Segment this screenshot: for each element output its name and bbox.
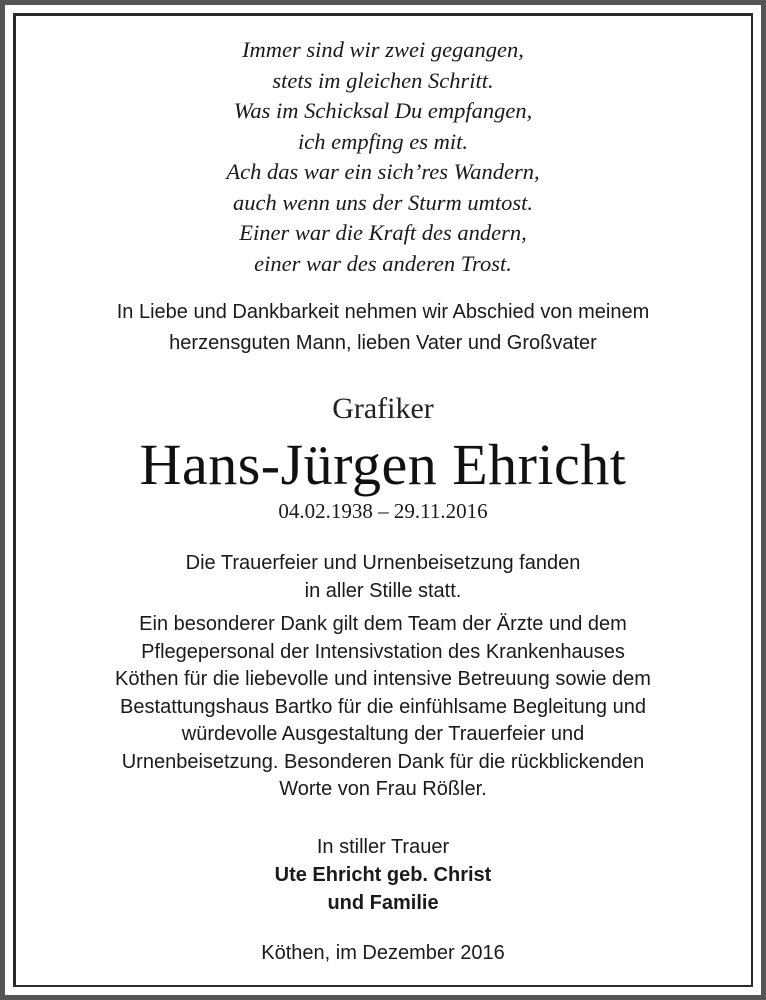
memorial-poem <box>25 35 741 279</box>
poem-line: Immer sind wir zwei gegangen, <box>242 37 524 62</box>
thanks-line: Pflegepersonal der Intensivstation des Krankenhauses <box>141 640 625 663</box>
thanks-line: Bestattungshaus Bartko für die einfühlsame Begleitung und <box>120 695 646 718</box>
thanks-line: würdevolle Ausgestaltung der Trauerfeier und <box>181 723 585 745</box>
obituary-content <box>25 35 741 967</box>
mourning-intro: In stiller Trauer <box>316 835 450 858</box>
deceased-name: Hans-Jürgen Ehricht <box>139 432 627 497</box>
poem-line: Ach das war ein sich’res Wandern, <box>226 159 540 184</box>
thanks-line: Worte von Frau Rößler. <box>279 778 487 800</box>
thanks-line: Urnenbeisetzung. Besonderen Dank für die rückblickenden <box>121 750 645 773</box>
intro-line: herzensguten Mann, lieben Vater und Großvater <box>169 332 597 354</box>
thanks-line: Köthen für die liebevolle und intensive Betreuung sowie dem <box>115 668 651 690</box>
poem-line: stets im gleichen Schritt. <box>272 67 494 93</box>
place-date: Köthen, im Dezember 2016 <box>261 941 505 964</box>
poem-line: Was im Schicksal Du empfangen, <box>233 98 533 123</box>
farewell-intro <box>25 297 741 359</box>
ceremony-line: Die Trauerfeier und Urnenbeisetzung fanden <box>185 552 581 574</box>
thanks-paragraph <box>25 611 741 804</box>
life-dates: 04.02.1938 – 29.11.2016 <box>278 499 488 523</box>
poem-line: auch wenn uns der Sturm umtost. <box>233 189 533 215</box>
poem-line: Einer war die Kraft des andern, <box>239 220 527 245</box>
poem-line: einer war des anderen Trost. <box>254 250 512 276</box>
mourner-family: und Familie <box>327 891 439 914</box>
poem-line: ich empfing es mit. <box>298 128 468 154</box>
ceremony-notice <box>25 550 741 605</box>
deceased-profession: Grafiker <box>332 392 434 425</box>
mourner-name: Ute Ehricht geb. Christ <box>274 863 492 886</box>
thanks-line: Ein besonderer Dank gilt dem Team der Ärzte und dem <box>139 613 627 635</box>
ceremony-line: in aller Stille statt. <box>304 579 462 602</box>
intro-line: In Liebe und Dankbarkeit nehmen wir Abschied von meinem <box>116 301 650 323</box>
mourners-block <box>25 833 741 917</box>
